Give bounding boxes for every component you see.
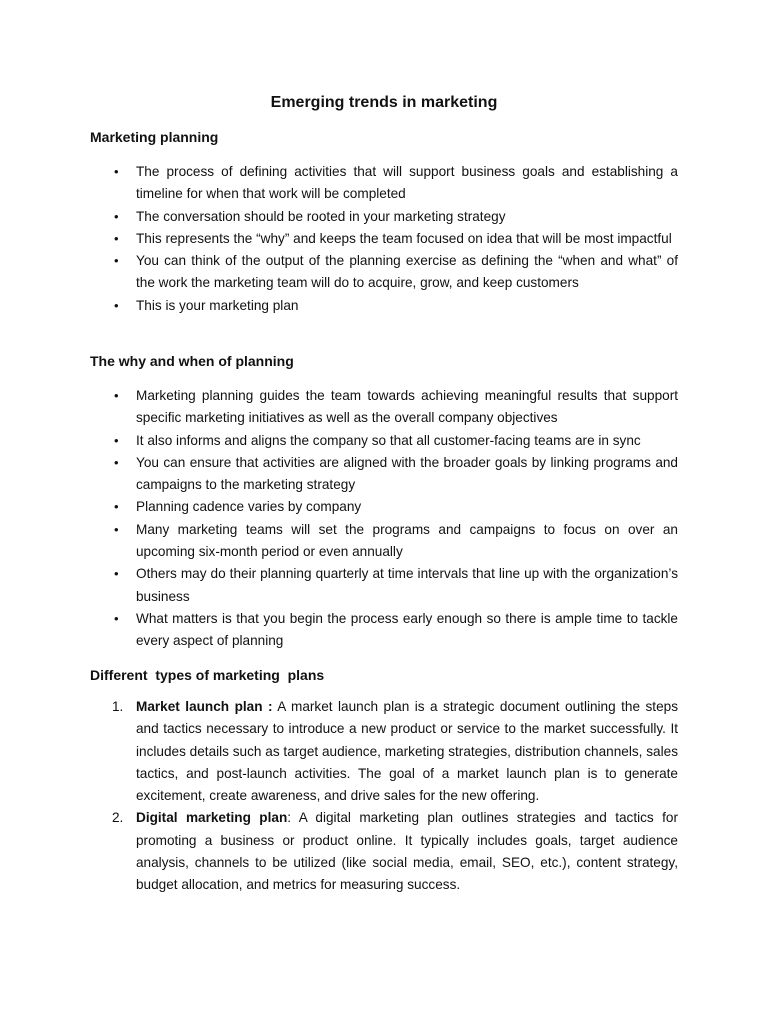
plan-description: A market launch plan is a strategic document outlining the steps and tactics necessary to introduce a new product or service to the market successfully. It includes details such as target audience, marketing strategies, distribution channels, sales tactics, and post-launch activities. The goal of a market launch plan is to generate excitement, create awareness, and drive sales for the new offering. xyxy=(136,699,679,804)
list-number: 2. xyxy=(112,810,124,826)
plan-term: Digital marketing plan xyxy=(136,810,288,826)
marketing-plan-types-list xyxy=(90,696,678,897)
marketing-planning-list xyxy=(90,161,678,317)
list-item: • Others may do their planning quarterly at time intervals that line up with the organization’s business xyxy=(90,563,678,608)
section-heading-marketing-planning: Marketing planning xyxy=(90,129,219,145)
list-number: 1. xyxy=(112,699,124,714)
document-title: Emerging trends in marketing xyxy=(270,94,498,111)
why-and-when-list xyxy=(90,385,678,653)
list-item: • This is your marketing plan xyxy=(90,295,678,317)
list-item: • It also informs and aligns the company so that all customer-facing teams are in sync xyxy=(90,430,678,452)
list-item-market-launch-plan xyxy=(90,696,678,807)
list-item: • Planning cadence varies by company xyxy=(90,496,678,518)
list-item: • The process of defining activities that will support business goals and establishing a timeline for when that work will be completed xyxy=(90,161,678,206)
list-item: • You can think of the output of the planning exercise as defining the “when and what” of the work the marketing team will do to acquire, grow, and keep customers xyxy=(90,250,678,295)
list-item: • This represents the “why” and keeps the team focused on idea that will be most impactful xyxy=(90,228,678,250)
list-item: • Many marketing teams will set the programs and campaigns to focus on over an upcoming six-month period or even annually xyxy=(90,519,678,564)
list-item: • What matters is that you begin the process early enough so there is ample time to tackle every aspect of planning xyxy=(90,608,678,653)
plan-term: Market launch plan : xyxy=(136,699,273,714)
list-item: • You can ensure that activities are aligned with the broader goals by linking programs and campaigns to the marketing strategy xyxy=(90,452,678,497)
section-heading-why-and-when: The why and when of planning xyxy=(90,353,294,369)
list-item: • Marketing planning guides the team towards achieving meaningful results that support specific marketing initiatives as well as the overall company objectives xyxy=(90,385,678,430)
plan-description: : A digital marketing plan outlines strategies and tactics for promoting a business or product online. It typically includes goals, target audience analysis, channels to be utilized (like social media, email, SEO, etc.), content strategy, budget allocation, and metrics for measuring success. xyxy=(136,810,678,893)
list-item: • The conversation should be rooted in your marketing strategy xyxy=(90,206,678,228)
list-item-digital-marketing-plan xyxy=(90,807,678,896)
section-heading-types-of-plans: Different types of marketing plans xyxy=(90,667,325,683)
